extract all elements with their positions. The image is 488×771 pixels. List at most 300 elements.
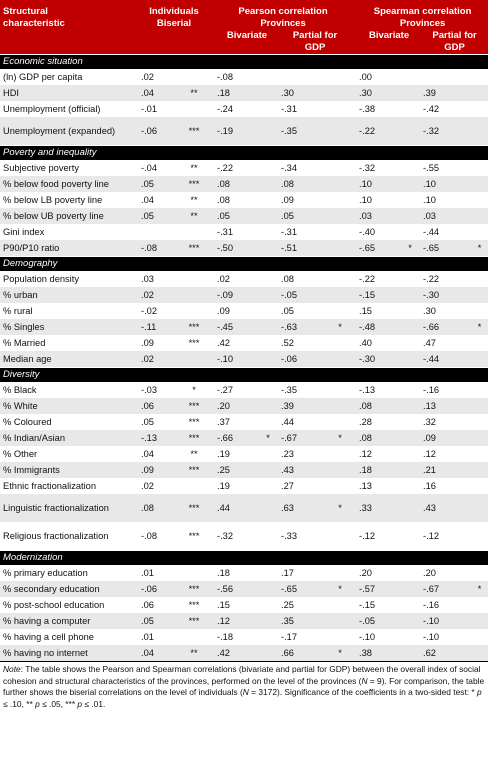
spearman-bivariate: .20 — [359, 568, 372, 578]
individuals-biserial: -.08 — [139, 240, 179, 257]
spearman-bivariate: .12 — [359, 449, 372, 459]
pearson-partial: .09 — [281, 195, 294, 205]
pearson-bivariate: .42 — [217, 338, 230, 348]
spearman-bivariate: .10 — [359, 195, 372, 205]
individuals-significance — [179, 224, 209, 240]
individuals-significance: *** — [179, 176, 209, 192]
pearson-bivariate-significance — [257, 240, 279, 257]
pearson-bivariate-significance — [257, 494, 279, 522]
spearman-partial: -.67 — [421, 581, 471, 597]
spearman-partial: .39 — [421, 85, 471, 101]
header-individuals-line1: Individuals — [139, 0, 209, 18]
pearson-partial: -.67 — [279, 430, 329, 446]
spearman-bivariate: .38 — [357, 645, 399, 661]
pearson-partial: .66 — [279, 645, 329, 661]
pearson-bivariate: -.50 — [215, 240, 257, 257]
pearson-partial-significance — [329, 478, 351, 494]
individuals-biserial: .02 — [139, 351, 179, 368]
pearson-partial-significance — [329, 613, 351, 629]
pearson-partial: -.63 — [279, 319, 329, 335]
spearman-partial: -.32 — [421, 117, 471, 146]
spearman-bivariate-significance — [399, 597, 421, 613]
pearson-partial-significance: * — [329, 319, 351, 335]
spearman-bivariate-significance — [399, 629, 421, 645]
individuals-biserial: .04 — [141, 195, 154, 205]
individuals-biserial: .05 — [139, 613, 179, 629]
spearman-bivariate: .33 — [357, 494, 399, 522]
pearson-partial-significance — [329, 176, 351, 192]
table-row — [0, 176, 488, 192]
spearman-bivariate-significance — [399, 462, 421, 478]
pearson-partial: .52 — [281, 338, 294, 348]
pearson-bivariate: .15 — [217, 600, 230, 610]
row-label: Median age — [0, 351, 139, 368]
individuals-significance: *** — [188, 338, 200, 348]
individuals-biserial: .05 — [141, 417, 154, 427]
spearman-partial-significance — [471, 382, 488, 398]
table-body — [0, 55, 488, 662]
pearson-partial-significance — [329, 446, 351, 462]
pearson-partial-significance — [329, 522, 351, 551]
spearman-partial: .03 — [421, 208, 471, 224]
spearman-bivariate-significance — [399, 581, 421, 597]
spearman-partial: -.55 — [423, 163, 440, 173]
table-row — [0, 629, 488, 645]
pearson-partial-significance — [329, 160, 351, 176]
spearman-partial-significance — [471, 522, 488, 551]
pearson-bivariate: .12 — [215, 613, 257, 629]
pearson-bivariate: .18 — [217, 568, 230, 578]
individuals-significance: ** — [179, 85, 209, 101]
spearman-bivariate: .15 — [359, 306, 372, 316]
individuals-significance — [179, 69, 209, 85]
pearson-bivariate-significance — [257, 192, 279, 208]
individuals-significance: *** — [179, 462, 209, 478]
spearman-partial-significance — [471, 271, 488, 287]
table-row — [0, 645, 488, 661]
spearman-bivariate-significance — [399, 101, 421, 117]
pearson-partial: .63 — [279, 494, 329, 522]
header-spearman-bivariate: Bivariate — [357, 30, 421, 55]
row-label: % primary education — [3, 568, 88, 578]
spearman-partial: .47 — [423, 338, 436, 348]
pearson-partial — [279, 69, 329, 85]
spearman-bivariate: -.38 — [359, 104, 376, 114]
table-header — [0, 0, 488, 55]
spearman-partial-significance — [471, 335, 488, 351]
pearson-partial-significance — [329, 382, 351, 398]
header-pearson-sub: Provinces — [215, 18, 351, 30]
spearman-bivariate-significance — [399, 645, 421, 661]
row-label: % urban — [0, 287, 139, 303]
pearson-partial: .44 — [281, 417, 294, 427]
spearman-bivariate-significance — [399, 613, 421, 629]
pearson-bivariate-significance — [257, 613, 279, 629]
pearson-partial-significance — [329, 335, 351, 351]
pearson-partial-significance: * — [329, 430, 351, 446]
pearson-bivariate: .42 — [215, 645, 257, 661]
spearman-bivariate-significance — [399, 565, 421, 581]
table-row — [0, 69, 488, 85]
table-row — [0, 430, 488, 446]
individuals-biserial: .01 — [141, 568, 154, 578]
row-label: Ethnic fractionalization — [3, 481, 97, 491]
row-label: % secondary education — [0, 581, 139, 597]
pearson-bivariate-significance — [257, 478, 279, 494]
pearson-partial: .05 — [279, 208, 329, 224]
spearman-partial-significance — [471, 597, 488, 613]
pearson-bivariate-significance — [257, 522, 279, 551]
pearson-bivariate-significance — [257, 351, 279, 368]
spearman-bivariate: -.32 — [359, 163, 376, 173]
section-header-row — [0, 551, 488, 566]
spearman-partial — [421, 69, 471, 85]
spearman-partial: .13 — [421, 398, 471, 414]
pearson-bivariate: -.66 — [215, 430, 257, 446]
individuals-significance — [179, 287, 209, 303]
pearson-bivariate: -.24 — [217, 104, 234, 114]
individuals-biserial: .04 — [139, 645, 179, 661]
spearman-bivariate-significance — [399, 494, 421, 522]
spearman-bivariate-significance: * — [399, 240, 421, 257]
pearson-partial-significance — [329, 69, 351, 85]
pearson-partial: -.51 — [279, 240, 329, 257]
individuals-biserial: -.03 — [141, 385, 158, 395]
spearman-bivariate-significance — [399, 414, 421, 430]
pearson-bivariate: .18 — [215, 85, 257, 101]
header-spearman-title: Spearman correlation — [357, 0, 488, 18]
spearman-bivariate: .08 — [357, 430, 399, 446]
spearman-partial-significance — [471, 69, 488, 85]
spearman-bivariate-significance — [399, 478, 421, 494]
spearman-partial: .10 — [423, 195, 436, 205]
spearman-partial: .09 — [421, 430, 471, 446]
individuals-significance: ** — [190, 449, 198, 459]
individuals-biserial: -.08 — [141, 531, 158, 541]
individuals-significance: ** — [190, 195, 198, 205]
spearman-partial-significance: * — [471, 240, 488, 257]
pearson-bivariate-significance — [257, 117, 279, 146]
individuals-biserial: .01 — [141, 632, 154, 642]
pearson-bivariate-significance — [257, 645, 279, 661]
spearman-partial-significance — [471, 117, 488, 146]
pearson-partial-significance — [329, 565, 351, 581]
individuals-significance: *** — [179, 430, 209, 446]
individuals-biserial: .05 — [139, 208, 179, 224]
pearson-partial: .08 — [279, 176, 329, 192]
pearson-partial-significance — [329, 462, 351, 478]
table-row — [0, 160, 488, 176]
pearson-bivariate-significance — [257, 382, 279, 398]
individuals-significance: *** — [188, 531, 200, 541]
pearson-bivariate: -.32 — [217, 531, 234, 541]
pearson-partial: -.65 — [279, 581, 329, 597]
spearman-partial-significance — [471, 303, 488, 319]
table-row — [0, 208, 488, 224]
spearman-bivariate: -.12 — [359, 531, 376, 541]
row-label: Subjective poverty — [3, 163, 79, 173]
pearson-partial-significance: * — [329, 645, 351, 661]
spearman-bivariate: -.13 — [359, 385, 376, 395]
table-row — [0, 240, 488, 257]
spearman-bivariate-significance — [399, 398, 421, 414]
pearson-bivariate: .37 — [217, 417, 230, 427]
section-header-row — [0, 146, 488, 161]
spearman-bivariate: -.10 — [359, 632, 376, 642]
table-row — [0, 192, 488, 208]
spearman-partial: .20 — [423, 568, 436, 578]
pearson-partial-significance: * — [329, 581, 351, 597]
section-title: Modernization — [0, 551, 488, 566]
pearson-partial-significance — [329, 398, 351, 414]
pearson-partial: .17 — [281, 568, 294, 578]
table-row — [0, 351, 488, 368]
section-header-row — [0, 55, 488, 70]
pearson-bivariate: -.22 — [217, 163, 234, 173]
pearson-bivariate: .02 — [217, 274, 230, 284]
individuals-significance — [179, 629, 209, 645]
spearman-partial-significance — [471, 414, 488, 430]
individuals-significance: ** — [179, 645, 209, 661]
row-label: (ln) GDP per capita — [3, 72, 83, 82]
pearson-partial: -.31 — [281, 104, 298, 114]
table-row — [0, 581, 488, 597]
table-row — [0, 565, 488, 581]
pearson-partial-significance — [329, 101, 351, 117]
individuals-significance: *** — [179, 240, 209, 257]
spearman-bivariate-significance — [399, 446, 421, 462]
table-row — [0, 522, 488, 551]
spearman-partial: -.12 — [423, 531, 440, 541]
spearman-bivariate-significance — [399, 176, 421, 192]
spearman-partial-significance — [471, 478, 488, 494]
spearman-bivariate: -.22 — [359, 274, 376, 284]
spearman-partial-significance — [471, 446, 488, 462]
pearson-partial-significance — [329, 240, 351, 257]
pearson-partial: .43 — [279, 462, 329, 478]
spearman-bivariate: .08 — [357, 398, 399, 414]
pearson-partial: .39 — [279, 398, 329, 414]
row-label: % Married — [3, 338, 46, 348]
table-row — [0, 271, 488, 287]
pearson-partial: -.06 — [279, 351, 329, 368]
pearson-partial-significance — [329, 629, 351, 645]
spearman-bivariate: .10 — [357, 176, 399, 192]
individuals-biserial: -.04 — [141, 163, 158, 173]
table-row — [0, 287, 488, 303]
row-label: % Coloured — [3, 417, 52, 427]
spearman-bivariate: .13 — [359, 481, 372, 491]
individuals-significance: ** — [190, 163, 198, 173]
individuals-significance — [179, 271, 209, 287]
spearman-partial-significance — [471, 176, 488, 192]
spearman-partial-significance — [471, 160, 488, 176]
spearman-partial: -.10 — [421, 613, 471, 629]
row-label: Religious fractionalization — [3, 531, 109, 541]
pearson-partial: .25 — [281, 600, 294, 610]
spearman-bivariate-significance — [399, 303, 421, 319]
row-label: % Black — [3, 385, 37, 395]
spearman-partial-significance — [471, 565, 488, 581]
pearson-bivariate-significance — [257, 176, 279, 192]
pearson-bivariate-significance — [257, 319, 279, 335]
table-row — [0, 462, 488, 478]
pearson-partial-significance — [329, 414, 351, 430]
individuals-biserial: .09 — [139, 462, 179, 478]
table-row — [0, 85, 488, 101]
pearson-bivariate: .19 — [217, 481, 230, 491]
header-row-label-line1: Structural — [0, 0, 139, 18]
spearman-partial-significance — [471, 629, 488, 645]
spearman-partial-significance — [471, 613, 488, 629]
table-row — [0, 382, 488, 398]
spearman-partial-significance — [471, 85, 488, 101]
individuals-biserial: .05 — [139, 176, 179, 192]
pearson-bivariate-significance — [257, 208, 279, 224]
pearson-partial-significance — [329, 224, 351, 240]
individuals-biserial — [139, 224, 179, 240]
pearson-partial: -.31 — [281, 227, 298, 237]
spearman-partial-significance — [471, 192, 488, 208]
pearson-bivariate-significance — [257, 224, 279, 240]
spearman-partial: -.42 — [423, 104, 440, 114]
spearman-bivariate: -.30 — [357, 351, 399, 368]
pearson-partial: -.05 — [279, 287, 329, 303]
individuals-biserial: -.13 — [139, 430, 179, 446]
pearson-bivariate-significance — [257, 287, 279, 303]
row-label: Unemployment (official) — [3, 104, 101, 114]
individuals-biserial: -.06 — [139, 581, 179, 597]
spearman-bivariate: .40 — [359, 338, 372, 348]
row-label: % having a computer — [0, 613, 139, 629]
spearman-partial-significance — [471, 101, 488, 117]
individuals-significance: *** — [179, 494, 209, 522]
pearson-partial: -.35 — [279, 117, 329, 146]
table-row — [0, 478, 488, 494]
individuals-biserial: .04 — [141, 449, 154, 459]
header-spearman-partial: Partial for GDP — [421, 30, 488, 55]
pearson-partial-significance — [329, 192, 351, 208]
individuals-biserial: .06 — [139, 398, 179, 414]
individuals-significance — [179, 351, 209, 368]
pearson-partial-significance — [329, 117, 351, 146]
pearson-bivariate: -.45 — [215, 319, 257, 335]
pearson-bivariate-significance — [257, 446, 279, 462]
row-label: % Singles — [0, 319, 139, 335]
header-pearson-bivariate: Bivariate — [215, 30, 279, 55]
spearman-bivariate: -.48 — [357, 319, 399, 335]
row-label: % below LB poverty line — [3, 195, 103, 205]
pearson-bivariate-significance — [257, 581, 279, 597]
spearman-bivariate-significance — [399, 224, 421, 240]
section-header-row — [0, 257, 488, 272]
spearman-partial-significance — [471, 351, 488, 368]
individuals-significance: *** — [179, 613, 209, 629]
individuals-significance: *** — [179, 117, 209, 146]
section-header-row — [0, 368, 488, 383]
table-row — [0, 597, 488, 613]
row-label: Gini index — [3, 227, 45, 237]
spearman-bivariate-significance — [399, 319, 421, 335]
spearman-partial: -.44 — [421, 351, 471, 368]
pearson-bivariate-significance — [257, 462, 279, 478]
individuals-biserial: .09 — [141, 338, 154, 348]
table-row — [0, 446, 488, 462]
row-label: Population density — [3, 274, 79, 284]
pearson-partial: -.35 — [281, 385, 298, 395]
row-label: % Indian/Asian — [0, 430, 139, 446]
spearman-bivariate: .00 — [359, 72, 372, 82]
spearman-bivariate-significance — [399, 192, 421, 208]
individuals-significance: ** — [179, 208, 209, 224]
individuals-biserial: .02 — [141, 481, 154, 491]
spearman-partial: -.66 — [421, 319, 471, 335]
spearman-partial: -.65 — [421, 240, 471, 257]
spearman-bivariate: -.15 — [357, 287, 399, 303]
section-title: Diversity — [0, 368, 488, 383]
pearson-partial-significance — [329, 597, 351, 613]
spearman-bivariate: -.22 — [357, 117, 399, 146]
header-pearson-title: Pearson correlation — [215, 0, 351, 18]
pearson-bivariate-significance: * — [257, 430, 279, 446]
pearson-partial: .27 — [281, 481, 294, 491]
pearson-partial-significance — [329, 85, 351, 101]
pearson-partial: -.17 — [281, 632, 298, 642]
table-row — [0, 335, 488, 351]
spearman-bivariate: .28 — [359, 417, 372, 427]
pearson-bivariate: -.09 — [215, 287, 257, 303]
row-label: P90/P10 ratio — [0, 240, 139, 257]
table-row — [0, 414, 488, 430]
pearson-bivariate-significance — [257, 597, 279, 613]
individuals-biserial: -.06 — [139, 117, 179, 146]
pearson-partial-significance — [329, 208, 351, 224]
spearman-partial-significance — [471, 430, 488, 446]
pearson-partial-significance — [329, 303, 351, 319]
spearman-partial-significance: * — [471, 319, 488, 335]
spearman-partial: -.22 — [423, 274, 440, 284]
individuals-significance — [179, 565, 209, 581]
pearson-bivariate-significance — [257, 160, 279, 176]
spearman-bivariate-significance — [399, 287, 421, 303]
header-spearman-sub: Provinces — [357, 18, 488, 30]
pearson-partial-significance — [329, 351, 351, 368]
spearman-bivariate: -.57 — [357, 581, 399, 597]
section-title: Poverty and inequality — [0, 146, 488, 161]
individuals-biserial: -.01 — [141, 104, 158, 114]
spearman-bivariate-significance — [399, 208, 421, 224]
row-label: % post-school education — [3, 600, 105, 610]
pearson-partial: .35 — [279, 613, 329, 629]
pearson-bivariate: -.31 — [217, 227, 234, 237]
spearman-partial: .32 — [423, 417, 436, 427]
pearson-bivariate-significance — [257, 303, 279, 319]
table-row — [0, 117, 488, 146]
pearson-bivariate-significance — [257, 101, 279, 117]
row-label: % having no internet — [0, 645, 139, 661]
spearman-bivariate-significance — [399, 335, 421, 351]
pearson-bivariate: .19 — [217, 449, 230, 459]
spearman-bivariate: .30 — [357, 85, 399, 101]
pearson-partial: .30 — [279, 85, 329, 101]
spearman-bivariate: .03 — [357, 208, 399, 224]
individuals-biserial: -.02 — [141, 306, 158, 316]
spearman-partial-significance — [471, 494, 488, 522]
pearson-bivariate-significance — [257, 335, 279, 351]
header-pearson-partial: Partial for GDP — [279, 30, 351, 55]
pearson-bivariate-significance — [257, 629, 279, 645]
spearman-partial-significance — [471, 224, 488, 240]
